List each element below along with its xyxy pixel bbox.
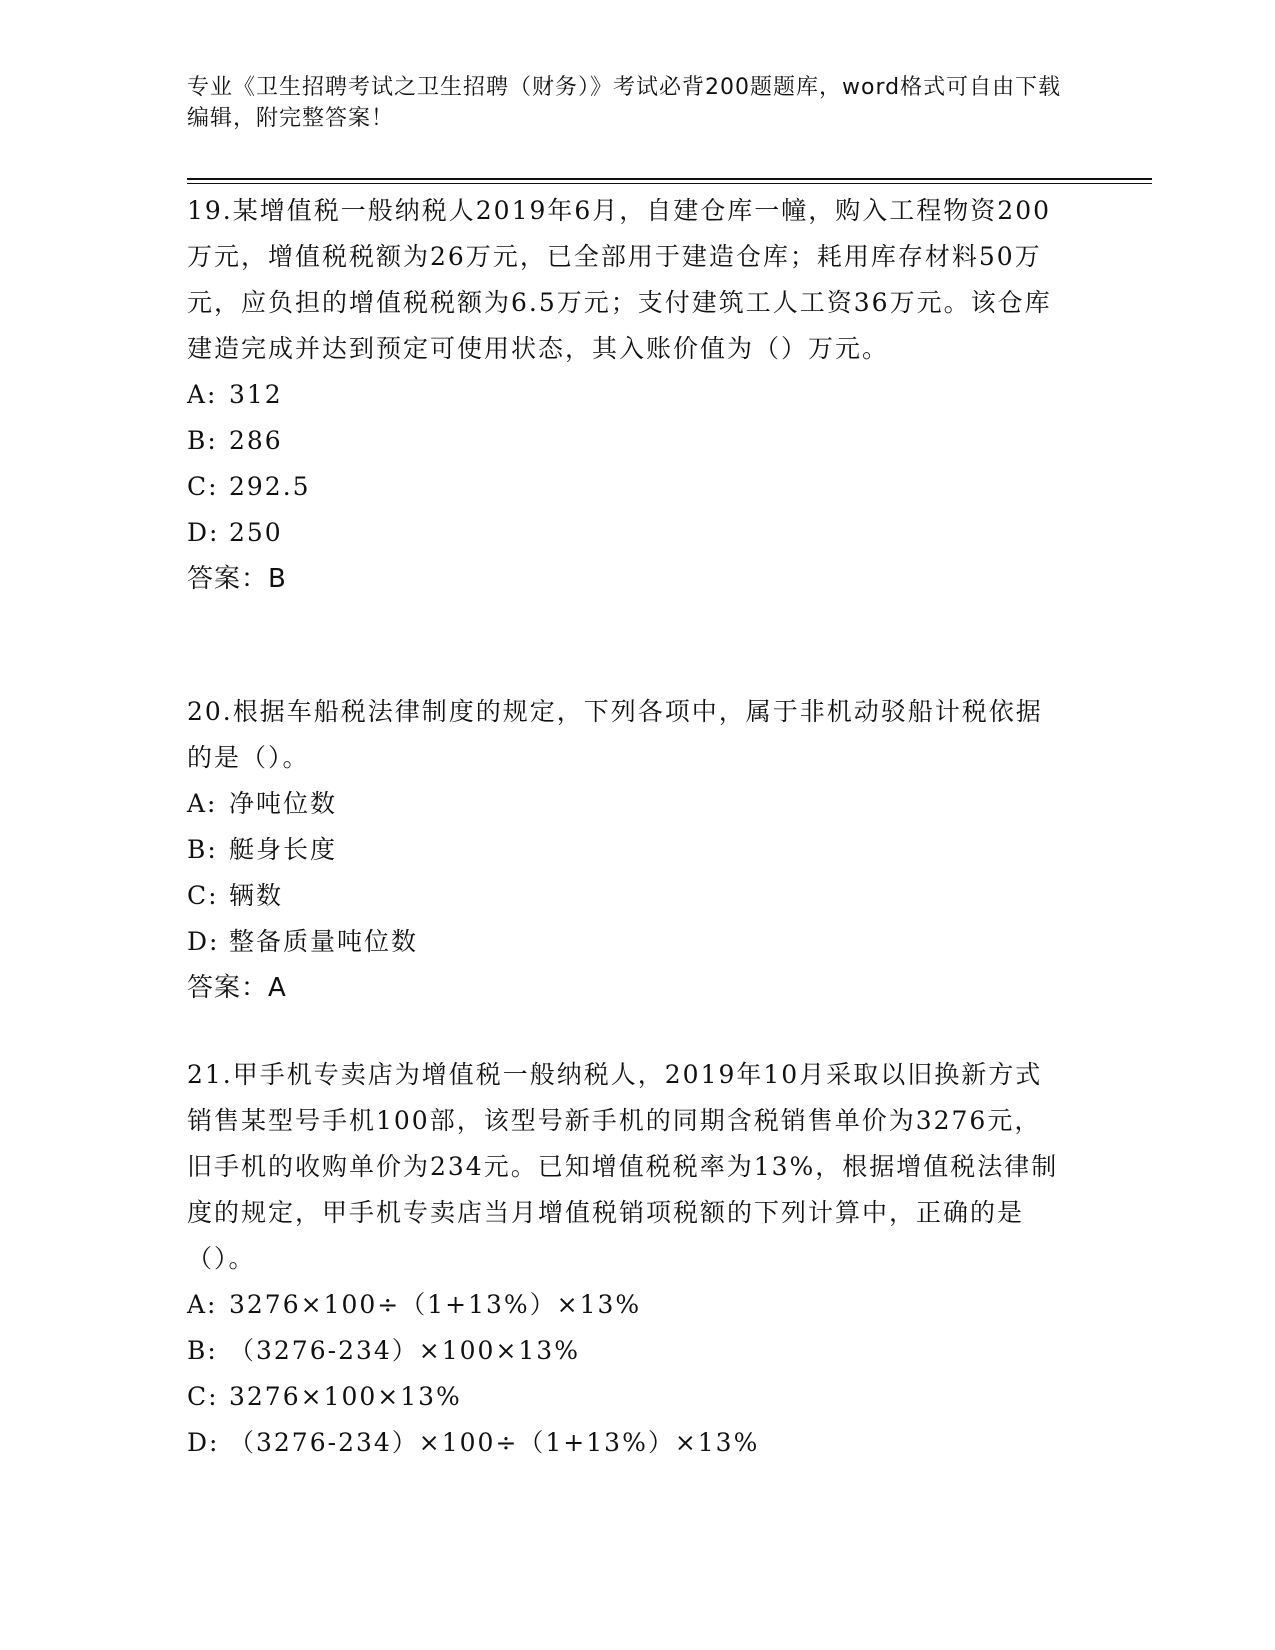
option-text: （3276-234）×100÷（1+13%）×13% [229,1428,760,1457]
option-c [187,464,1087,510]
question-stem: 19.某增值税一般纳税人2019年6月，自建仓库一幢，购入工程物资200万元，增值税税额为26万元，已全部用于建造仓库；耗用库存材料50万元，应负担的增值税税额为6.5万元；支付建筑工人工资36万元。该仓库建造完成并达到预定可使用状态，其入账价值为（）万元。 [187,196,1052,363]
answer-line: 答案：B [187,564,287,594]
option-text: 292.5 [229,472,311,501]
question-21 [187,1052,1087,1466]
option-c [187,1374,1087,1420]
option-text: 净吨位数 [229,789,338,818]
option-text: 312 [229,380,283,409]
option-text: 艇身长度 [229,835,338,864]
option-d [187,1420,1087,1466]
option-label: C: [187,1382,219,1411]
option-b [187,1328,1087,1374]
option-text: 3276×100÷（1+13%）×13% [229,1290,642,1319]
question-19 [187,188,1087,602]
option-text: 辆数 [229,881,284,910]
question-stem: 20.根据车船税法律制度的规定，下列各项中，属于非机动驳船计税依据的是（）。 [187,697,1043,772]
question-stem: 21.甲手机专卖店为增值税一般纳税人，2019年10月采取以旧换新方式销售某型号手机100部，该型号新手机的同期含税销售单价为3276元，旧手机的收购单价为234元。已知增值税税率为13%，根据增值税法律制度的规定，甲手机专卖店当月增值税销项税额的下列计算中，正确的是（）。 [187,1060,1059,1273]
option-label: D: [187,927,220,956]
option-label: B: [187,426,218,455]
option-label: D: [187,518,220,547]
document-header: 专业《卫生招聘考试之卫生招聘（财务）》考试必背200题题库，word格式可自由下载编辑，附完整答案！ [187,75,1062,131]
option-label: A: [187,1290,218,1319]
option-c [187,873,1087,919]
option-b [187,418,1087,464]
option-d [187,919,1087,965]
header-divider-thick [187,178,1152,180]
option-label: C: [187,472,219,501]
option-label: A: [187,789,218,818]
option-text: 286 [229,426,283,455]
option-label: D: [187,1428,220,1457]
option-label: C: [187,881,219,910]
option-a [187,781,1087,827]
option-a [187,1282,1087,1328]
option-text: 3276×100×13% [229,1382,462,1411]
option-text: 整备质量吨位数 [229,927,419,956]
option-label: A: [187,380,218,409]
option-label: B: [187,835,218,864]
option-d [187,510,1087,556]
option-text: 250 [229,518,283,547]
option-label: B: [187,1336,218,1365]
option-text: （3276-234）×100×13% [229,1336,580,1365]
header-divider-thin [187,183,1152,184]
answer-line: 答案：A [187,973,287,1003]
option-a [187,372,1087,418]
question-20 [187,689,1087,1011]
option-b [187,827,1087,873]
